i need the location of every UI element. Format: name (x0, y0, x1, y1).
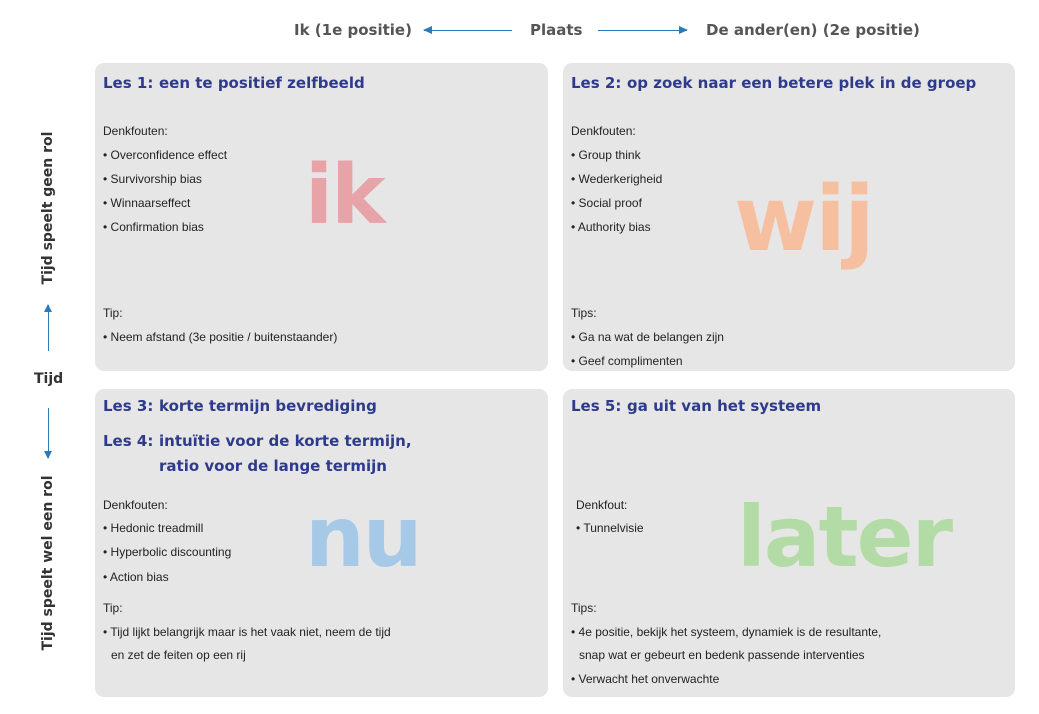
tips-label: Tips: (571, 601, 597, 615)
tips-label: Tip: (103, 306, 123, 320)
up-arrow-icon (48, 305, 49, 351)
big-word-nu: nu (305, 488, 421, 586)
tip-item: • Neem afstand (3e positie / buitenstaander) (103, 330, 338, 344)
panel-nu (95, 389, 548, 697)
lesson-number: Les 3: (103, 397, 154, 415)
big-word-ik: ik (305, 148, 384, 243)
panel-later-title (571, 397, 821, 415)
fault-item: • Authority bias (571, 220, 651, 234)
tip-item: snap wat er gebeurt en bedenk passende interventies (579, 648, 865, 662)
tips-label: Tip: (103, 601, 123, 615)
tip-item: • Geef complimenten (571, 354, 683, 368)
faults-label: Denkfouten: (571, 124, 636, 138)
header-left-label: Ik (1e positie) (294, 21, 412, 39)
panel-nu-title-les4 (103, 432, 412, 450)
fault-item: • Social proof (571, 196, 642, 210)
lesson-number: Les 1: (103, 74, 154, 92)
tip-item: • Verwacht het onverwachte (571, 672, 720, 686)
lesson-number: Les 5: (571, 397, 622, 415)
big-word-wij: wij (734, 167, 873, 272)
side-bottom-label: Tijd speelt wel een rol (40, 475, 56, 651)
big-word-later: later (737, 488, 952, 586)
panel-nu-title-les4-line2: ratio voor de lange termijn (159, 457, 387, 475)
lesson-title: op zoek naar een betere plek in de groep (627, 74, 977, 92)
lesson-number: Les 4: (103, 432, 154, 450)
fault-item: • Hyperbolic discounting (103, 545, 232, 559)
down-arrow-icon (48, 408, 49, 458)
panel-ik (95, 63, 548, 371)
panel-nu-title-les3 (103, 397, 377, 415)
tip-item: • Ga na wat de belangen zijn (571, 330, 724, 344)
fault-item: • Tunnelvisie (576, 521, 644, 535)
panel-wij-title (571, 74, 976, 92)
lesson-title: intuïtie voor de korte termijn, (159, 432, 412, 450)
fault-item: • Action bias (103, 570, 169, 584)
left-arrow-icon (424, 30, 512, 31)
header-right-label: De ander(en) (2e positie) (706, 21, 920, 39)
fault-item: • Survivorship bias (103, 172, 202, 186)
side-top-label: Tijd speelt geen rol (40, 131, 56, 285)
faults-label: Denkfouten: (103, 498, 168, 512)
panel-wij (563, 63, 1015, 371)
panel-ik-title (103, 74, 365, 92)
tip-item: en zet de feiten op een rij (111, 648, 246, 662)
tip-item: • 4e positie, bekijk het systeem, dynamiek is de resultante, (571, 625, 882, 639)
fault-item: • Winnaarseffect (103, 196, 191, 210)
fault-item: • Overconfidence effect (103, 148, 228, 162)
panel-later (563, 389, 1015, 697)
fault-item: • Group think (571, 148, 641, 162)
faults-label: Denkfouten: (103, 124, 168, 138)
lesson-title: ga uit van het systeem (627, 397, 822, 415)
header-center-label: Plaats (530, 21, 583, 39)
lesson-title: korte termijn bevrediging (159, 397, 377, 415)
lesson-title: een te positief zelfbeeld (159, 74, 365, 92)
tip-item: • Tijd lijkt belangrijk maar is het vaak niet, neem de tijd (103, 625, 391, 639)
fault-item: • Confirmation bias (103, 220, 204, 234)
side-center-label: Tijd (34, 371, 64, 387)
fault-item: • Wederkerigheid (571, 172, 663, 186)
right-arrow-icon (598, 30, 687, 31)
lesson-number: Les 2: (571, 74, 622, 92)
faults-label: Denkfout: (576, 498, 628, 512)
tips-label: Tips: (571, 306, 597, 320)
fault-item: • Hedonic treadmill (103, 521, 204, 535)
